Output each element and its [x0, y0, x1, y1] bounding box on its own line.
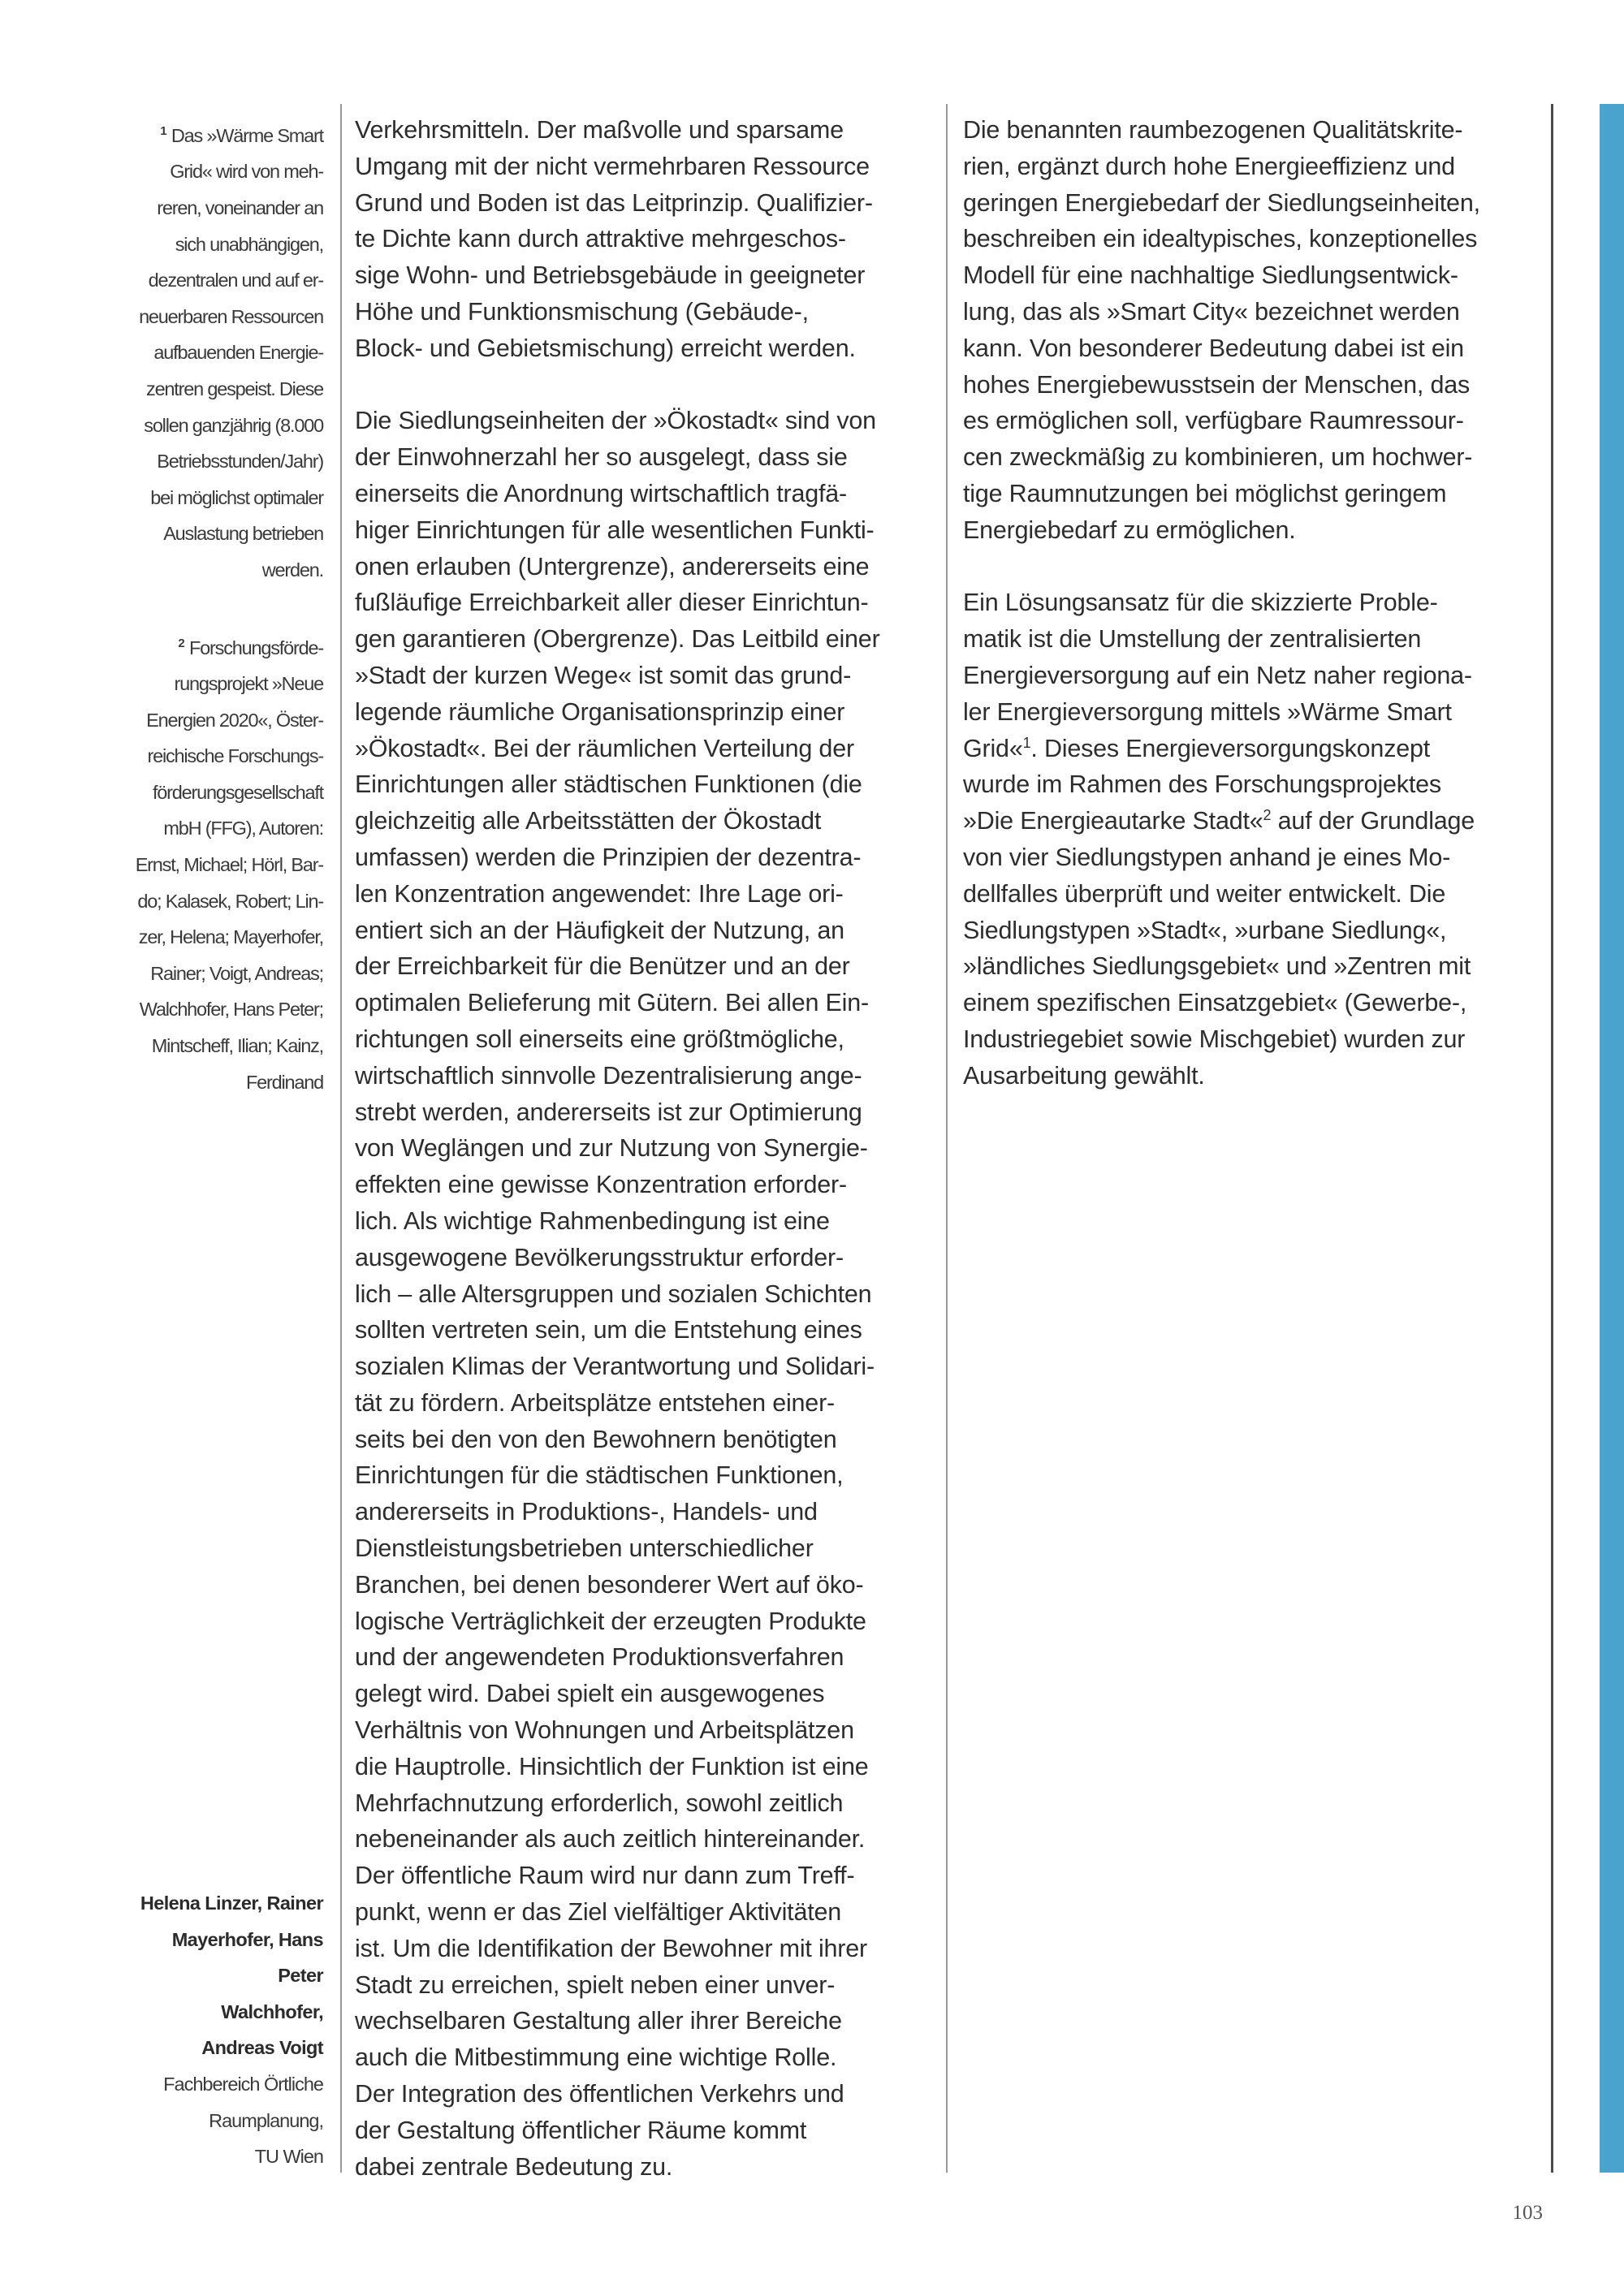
footnote-line: Ferdinand	[245, 1071, 323, 1093]
author-line: Mayerhofer, Hans	[171, 1928, 323, 1950]
text-line: Verkehrsmitteln. Der maßvolle und sparsame	[355, 116, 844, 144]
text-line: fußläufige Erreichbarkeit aller dieser Einrichtun-	[355, 589, 869, 617]
text-line	[963, 803, 1548, 839]
text-line: Branchen, bei denen besonderer Wert auf öko-	[355, 1570, 864, 1599]
footnote-line: do; Kalasek, Robert; Lin-	[137, 890, 323, 912]
text-line: entiert sich an der Häufigkeit der Nutzung, an	[355, 916, 844, 944]
footnote-line: dezentralen und auf er-	[148, 270, 323, 291]
text-line: von vier Siedlungstypen anhand je eines Mo-	[963, 843, 1451, 871]
footnote-line: rungsprojekt »Neue	[174, 672, 323, 694]
footnote-line: zentren gespeist. Diese	[146, 378, 323, 399]
text-line: Energieversorgung auf ein Netz naher regiona-	[963, 661, 1472, 689]
text-line: sige Wohn- und Betriebsgebäude in geeigneter	[355, 261, 866, 290]
column-rule-right	[1551, 104, 1553, 2173]
footnote-line: neuerbaren Ressourcen	[139, 305, 323, 327]
text-line: lich – alle Altersgruppen und sozialen Schichten	[355, 1280, 872, 1308]
author-block	[81, 1885, 323, 2175]
footnote-line: mbH (FFG), Autoren:	[163, 818, 323, 839]
text-line: gen garantieren (Obergrenze). Das Leitbild einer	[355, 625, 880, 654]
text-line: legende räumliche Organisationsprinzip einer	[355, 697, 845, 726]
paragraph	[355, 112, 939, 367]
footnote-line: Energien 2020«, Öster-	[146, 709, 323, 731]
text-line: rien, ergänzt durch hohe Energieeffizienz und	[963, 152, 1455, 180]
text-line: Stadt zu erreichen, spielt neben einer unver-	[355, 1970, 836, 1999]
text-line: kann. Von besonderer Bedeutung dabei ist ein	[963, 334, 1464, 362]
text-line: Block- und Gebietsmischung) erreicht werden.	[355, 334, 856, 362]
text-line: »Stadt der kurzen Wege« ist somit das grund-	[355, 661, 852, 689]
footnote-line: aufbauenden Energie-	[153, 342, 323, 364]
footnote-line: werden.	[261, 559, 323, 580]
author-line: Helena Linzer, Rainer	[140, 1892, 323, 1914]
paragraph	[355, 403, 939, 2185]
text-line: Einrichtungen für die städtischen Funktionen,	[355, 1461, 844, 1490]
text-line: tige Raumnutzungen bei möglichst geringem	[963, 479, 1447, 507]
footnote-line	[81, 626, 323, 666]
text-line: es ermöglichen soll, verfügbare Raumressour-	[963, 407, 1464, 435]
text-line: Der Integration des öffentlichen Verkehrs und	[355, 2080, 844, 2108]
text-line: Höhe und Funktionsmischung (Gebäude-,	[355, 297, 809, 326]
text-line: cen zweckmäßig zu kombinieren, um hochwer-	[963, 443, 1473, 472]
text-fragment: auf der Grundlage	[1271, 807, 1475, 835]
paragraph-spacer	[355, 367, 939, 404]
column-rule-middle	[946, 104, 948, 2173]
footnote-line: förderungsgesellschaft	[152, 781, 323, 803]
text-line: Industriegebiet sowie Mischgebiet) wurden zur	[963, 1025, 1466, 1053]
footnote-reference-2: 2	[1263, 806, 1272, 823]
text-line: lich. Als wichtige Rahmenbedingung ist eine	[355, 1206, 830, 1235]
text-line: Die Siedlungseinheiten der »Ökostadt« sind von	[355, 407, 876, 435]
text-line: Energiebedarf zu ermöglichen.	[963, 516, 1296, 544]
footnote-reference-1: 1	[1022, 734, 1031, 751]
text-line	[963, 731, 1548, 767]
footnote-line: Walchhofer, Hans Peter;	[139, 999, 323, 1021]
sidebar-footnotes	[81, 114, 323, 1100]
text-fragment: . Dieses Energieversorgungskonzept	[1030, 734, 1431, 762]
text-line: Einrichtungen aller städtischen Funktionen (die	[355, 770, 862, 799]
footnote-line	[81, 114, 323, 153]
text-line: optimalen Belieferung mit Gütern. Bei allen Ein-	[355, 989, 869, 1017]
text-line: Ein Lösungsansatz für die skizzierte Proble-	[963, 589, 1438, 617]
footnote-line: Rainer; Voigt, Andreas;	[150, 962, 323, 984]
footnote-line: sollen ganzjährig (8.000	[144, 414, 323, 436]
text-line: Umgang mit der nicht vermehrbaren Ressource	[355, 152, 870, 180]
footnote-line: reichische Forschungs-	[147, 745, 323, 767]
text-column-1	[355, 112, 939, 2185]
author-line: Andreas Voigt	[201, 2037, 323, 2059]
text-line: gelegt wird. Dabei spielt ein ausgewogenes	[355, 1680, 825, 1708]
text-line: »ländliches Siedlungsgebiet« und »Zentren mit	[963, 952, 1471, 981]
footnote-line: Ernst, Michael; Hörl, Bar-	[135, 853, 323, 875]
paragraph	[963, 112, 1548, 549]
footnote-2	[81, 626, 323, 1101]
text-line: ausgewogene Bevölkerungsstruktur erforder-	[355, 1243, 844, 1271]
text-line: onen erlauben (Untergrenze), andererseits eine	[355, 552, 870, 580]
footnote-marker: 1	[160, 124, 167, 138]
text-line: nebeneinander als auch zeitlich hintereinander.	[355, 1825, 866, 1854]
author-line: Peter	[278, 1965, 323, 1987]
text-line: richtungen soll einerseits eine größtmögliche,	[355, 1025, 844, 1053]
footnote-line: bei möglichst optimaler	[150, 486, 323, 508]
footnote-line: zer, Helena; Mayerhofer,	[138, 926, 323, 948]
text-line: umfassen) werden die Prinzipien der dezentra-	[355, 843, 862, 871]
text-line: Die benannten raumbezogenen Qualitätskrite-	[963, 116, 1463, 144]
text-line: logische Verträglichkeit der erzeugten Produkte	[355, 1607, 866, 1635]
affiliation-line: Raumplanung,	[209, 2109, 323, 2131]
text-line: von Weglängen und zur Nutzung von Synergie-	[355, 1134, 868, 1163]
text-line: beschreiben ein idealtypisches, konzeptionelles	[963, 225, 1478, 253]
footnote-text: Das »Wärme Smart	[171, 124, 323, 146]
text-line: auch die Mitbestimmung eine wichtige Rolle.	[355, 2044, 837, 2072]
text-line: einem spezifischen Einsatzgebiet« (Gewerbe-,	[963, 989, 1467, 1017]
column-rule-left	[340, 104, 342, 2173]
paragraph	[963, 585, 1548, 1094]
text-line: wurde im Rahmen des Forschungsprojektes	[963, 770, 1441, 799]
footnote-1	[81, 114, 323, 589]
text-line: Grund und Boden ist das Leitprinzip. Qualifizier-	[355, 188, 873, 217]
text-line: hohes Energiebewusstsein der Menschen, das	[963, 370, 1471, 399]
text-line: Verhältnis von Wohnungen und Arbeitsplätzen	[355, 1716, 854, 1745]
text-line: lung, das als »Smart City« bezeichnet werden	[963, 297, 1460, 326]
text-line: die Hauptrolle. Hinsichtlich der Funktion ist eine	[355, 1752, 869, 1780]
text-line: seits bei den von den Bewohnern benötigten	[355, 1425, 837, 1453]
text-fragment: Grid«	[963, 734, 1023, 762]
accent-bar	[1600, 104, 1624, 2173]
text-line: punkt, wenn er das Ziel vielfältiger Aktivitäten	[355, 1898, 842, 1927]
text-line: geringen Energiebedarf der Siedlungseinheiten,	[963, 188, 1480, 217]
text-line: gleichzeitig alle Arbeitsstätten der Ökostadt	[355, 807, 822, 835]
author-affiliation	[81, 2066, 323, 2175]
footnote-line: sich unabhängigen,	[175, 233, 323, 255]
text-line: te Dichte kann durch attraktive mehrgeschos-	[355, 225, 846, 253]
text-line: strebt werden, andererseits ist zur Optimierung	[355, 1098, 862, 1126]
text-line: und der angewendeten Produktionsverfahren	[355, 1643, 844, 1672]
text-line: Dienstleistungsbetrieben unterschiedlicher	[355, 1534, 814, 1563]
author-names	[81, 1885, 323, 2066]
author-line: Walchhofer,	[221, 2000, 323, 2022]
text-line: tät zu fördern. Arbeitsplätze entstehen einer-	[355, 1388, 835, 1417]
text-line: Ausarbeitung gewählt.	[963, 1061, 1205, 1090]
text-line: Siedlungstypen »Stadt«, »urbane Siedlung«,	[963, 916, 1447, 944]
text-line: der Erreichbarkeit für die Benützer und an der	[355, 952, 850, 981]
footnote-line: Auslastung betrieben	[163, 523, 323, 545]
page-number: 103	[1512, 2202, 1543, 2224]
text-line: dabei zentrale Bedeutung zu.	[355, 2152, 673, 2181]
footnote-line: reren, voneinander an	[157, 197, 323, 219]
text-line: ist. Um die Identifikation der Bewohner mit ihrer	[355, 1934, 867, 1962]
text-line: higer Einrichtungen für alle wesentlichen Funkti-	[355, 516, 875, 544]
text-column-2	[963, 112, 1548, 1094]
text-line: einerseits die Anordnung wirtschaftlich tragfä-	[355, 479, 848, 507]
footnote-marker: 2	[178, 636, 185, 650]
text-line: Modell für eine nachhaltige Siedlungsentwick-	[963, 261, 1458, 290]
footnote-line: Mintscheff, Ilian; Kainz,	[151, 1034, 323, 1056]
footnote-text: Forschungsförde-	[189, 637, 323, 658]
text-line: effekten eine gewisse Konzentration erforder-	[355, 1171, 847, 1199]
affiliation-line: Fachbereich Örtliche	[163, 2073, 323, 2095]
footnote-line: Grid« wird von meh-	[170, 161, 323, 183]
text-line: wirtschaftlich sinnvolle Dezentralisierung ange-	[355, 1061, 862, 1090]
text-line: dellfalles überprüft und weiter entwickelt. Die	[963, 879, 1446, 908]
text-fragment: »Die Energieautarke Stadt«	[963, 807, 1263, 835]
footnote-line: Betriebsstunden/Jahr)	[157, 451, 323, 473]
text-line: Mehrfachnutzung erforderlich, sowohl zeitlich	[355, 1789, 844, 1817]
footnote-spacer	[81, 589, 323, 626]
text-line: der Einwohnerzahl her so ausgelegt, dass sie	[355, 443, 848, 472]
text-line: wechselbaren Gestaltung aller ihrer Bereiche	[355, 2007, 842, 2035]
text-line: sozialen Klimas der Verantwortung und Solidari-	[355, 1353, 875, 1381]
affiliation-line: TU Wien	[254, 2146, 323, 2168]
text-line: andererseits in Produktions-, Handels- und	[355, 1498, 818, 1526]
text-line: len Konzentration angewendet: Ihre Lage ori-	[355, 879, 844, 908]
text-line: ler Energieversorgung mittels »Wärme Smart	[963, 697, 1452, 726]
text-line: matik ist die Umstellung der zentralisierten	[963, 625, 1422, 654]
text-line: sollten vertreten sein, um die Entstehung eines	[355, 1316, 862, 1344]
paragraph-spacer	[963, 549, 1548, 585]
text-line: »Ökostadt«. Bei der räumlichen Verteilung der	[355, 734, 854, 762]
text-line: Der öffentliche Raum wird nur dann zum Treff-	[355, 1862, 855, 1890]
text-line: der Gestaltung öffentlicher Räume kommt	[355, 2116, 807, 2144]
